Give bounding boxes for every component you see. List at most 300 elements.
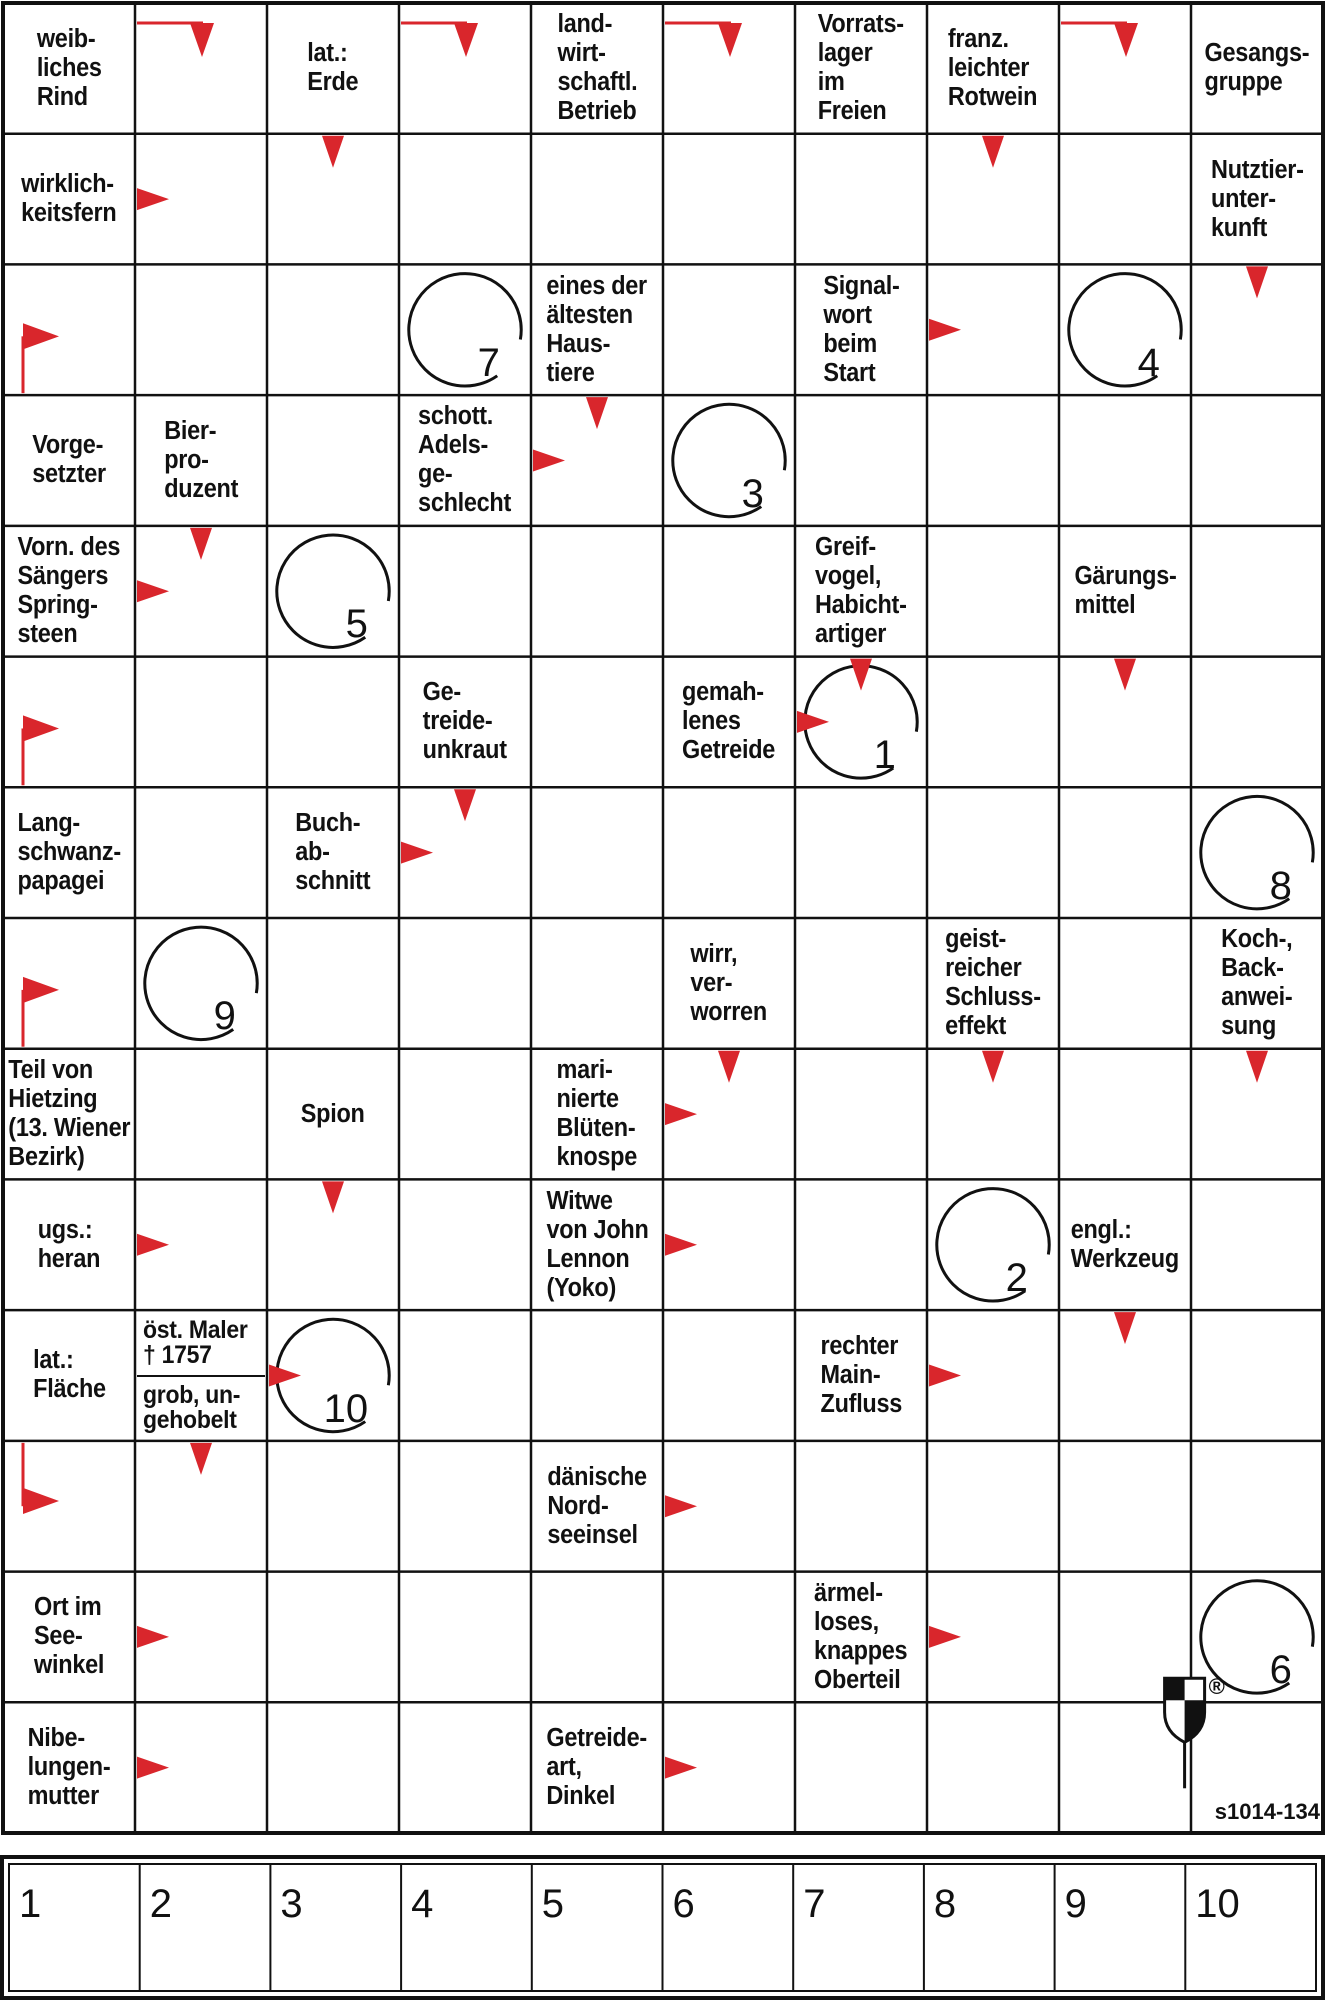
clue-cell — [5, 1574, 133, 1701]
clue-line: dänische — [547, 1462, 647, 1491]
answer-cell[interactable] — [533, 920, 661, 1047]
answer-cell[interactable] — [1061, 1704, 1189, 1831]
solution-cell[interactable] — [532, 1864, 663, 1991]
clue-line: lat.: — [32, 1346, 73, 1375]
clue-cell — [401, 397, 529, 524]
answer-cell[interactable] — [533, 659, 661, 786]
answer-cell[interactable] — [401, 920, 529, 1047]
answer-cell[interactable] — [929, 1574, 1057, 1701]
clue-line: Gesangs- — [1204, 39, 1310, 68]
clue-line: wort — [822, 300, 872, 329]
answer-cell[interactable] — [401, 1574, 529, 1701]
clue-line: Vorrats- — [817, 10, 905, 39]
clue-cell — [1193, 5, 1321, 132]
solution-cell-number: 10 — [1195, 1882, 1240, 1926]
clue-text — [683, 678, 776, 765]
answer-cell[interactable] — [269, 397, 397, 524]
solution-cell-number: 2 — [149, 1882, 172, 1926]
clue-text — [17, 809, 120, 896]
clue-text — [557, 1056, 637, 1172]
clue-cell — [797, 266, 925, 393]
clue-text — [21, 170, 116, 228]
clue-line: schwanz- — [17, 838, 121, 867]
answer-cell[interactable] — [797, 1181, 925, 1308]
clue-line: Oberteil — [814, 1665, 901, 1694]
clue-cell — [929, 920, 1057, 1047]
answer-cell[interactable] — [1193, 659, 1321, 786]
clue-cell — [5, 1312, 133, 1439]
answer-cell[interactable] — [929, 1051, 1057, 1178]
clue-cell — [797, 1312, 925, 1439]
solution-cell[interactable] — [663, 1864, 794, 1991]
registered-mark: ® — [1208, 1674, 1225, 1700]
clue-line: Schluss- — [945, 983, 1041, 1012]
clue-line: Koch-, — [1221, 925, 1293, 954]
solution-cell-number: 8 — [933, 1882, 957, 1926]
clue-line: Vorn. des — [17, 533, 121, 562]
solution-cell[interactable] — [270, 1864, 401, 1991]
clue-line: schott. — [418, 402, 494, 431]
answer-cell[interactable] — [797, 1704, 925, 1831]
clue-line: pro- — [164, 445, 209, 474]
clue-cell — [1061, 528, 1189, 655]
answer-cell[interactable] — [665, 1181, 793, 1308]
answer-cell[interactable] — [665, 5, 793, 132]
answer-cell[interactable] — [533, 528, 661, 655]
clue-line: land- — [557, 10, 612, 39]
clue-line: beim — [822, 329, 877, 358]
clue-text — [32, 431, 106, 489]
clue-line: lungen- — [27, 1753, 111, 1782]
answer-cell[interactable] — [137, 136, 265, 263]
clue-cell — [1061, 1181, 1189, 1308]
clue-text — [419, 402, 512, 518]
clue-line: mittel — [1073, 591, 1135, 620]
answer-cell[interactable] — [269, 920, 397, 1047]
solution-cell-number: 4 — [411, 1882, 434, 1926]
answer-cell[interactable] — [1061, 266, 1189, 393]
answer-cell[interactable] — [1061, 1051, 1189, 1178]
clue-line: Spring- — [17, 591, 98, 620]
answer-cell[interactable] — [5, 659, 133, 786]
clue-text — [296, 809, 371, 896]
clue-line: effekt — [945, 1012, 1007, 1041]
clue-line: im — [817, 68, 845, 97]
clue-line: Ort im — [33, 1593, 102, 1622]
clue-cell — [797, 1574, 925, 1701]
clue-line: Witwe — [545, 1186, 613, 1215]
answer-cell[interactable] — [1193, 1181, 1321, 1308]
solution-cell[interactable] — [401, 1864, 532, 1991]
solution-circle-number: 7 — [477, 340, 500, 385]
clue-line: lat.: — [307, 39, 348, 68]
clue-text — [547, 1724, 648, 1811]
answer-cell[interactable] — [929, 266, 1057, 393]
clue-line: Betrieb — [557, 97, 636, 126]
clue-text — [691, 940, 768, 1027]
answer-cell[interactable] — [269, 1704, 397, 1831]
clue-text — [1221, 925, 1292, 1041]
answer-cell[interactable] — [269, 659, 397, 786]
clue-line: Back- — [1221, 954, 1284, 983]
answer-cell[interactable] — [1193, 789, 1321, 916]
clue-line: liches — [36, 53, 102, 82]
clue-text — [423, 678, 507, 765]
clue-line: ver- — [690, 968, 733, 997]
solution-cell[interactable] — [924, 1864, 1055, 1991]
clue-text — [37, 25, 102, 112]
clue-line: treide- — [422, 707, 493, 736]
solution-cell[interactable] — [9, 1864, 140, 1991]
answer-cell[interactable] — [665, 789, 793, 916]
answer-cell[interactable] — [137, 1443, 265, 1570]
answer-cell[interactable] — [269, 136, 397, 263]
clue-cell — [269, 1051, 397, 1178]
clue-line: Teil von — [8, 1056, 93, 1085]
solution-cell-number: 1 — [19, 1882, 42, 1926]
clue-cell — [665, 920, 793, 1047]
answer-cell[interactable] — [665, 136, 793, 263]
answer-cell[interactable] — [269, 1574, 397, 1701]
clue-line: Ge- — [422, 678, 462, 707]
clue-line: (Yoko) — [545, 1273, 616, 1302]
answer-cell[interactable] — [137, 789, 265, 916]
clue-line: geist- — [945, 925, 1007, 954]
answer-cell[interactable] — [401, 1181, 529, 1308]
clue-line: Vorge- — [32, 431, 104, 460]
clue-line: lenes — [682, 707, 742, 736]
answer-cell[interactable] — [137, 1704, 265, 1831]
answer-cell[interactable] — [401, 5, 529, 132]
answer-cell[interactable] — [929, 789, 1057, 916]
clue-text — [34, 1593, 104, 1680]
solution-cell[interactable] — [1185, 1864, 1316, 1991]
answer-cell[interactable] — [401, 1312, 529, 1439]
answer-cell[interactable] — [1193, 397, 1321, 524]
solution-cell[interactable] — [793, 1864, 924, 1991]
clue-text — [1071, 1216, 1179, 1274]
puzzle-code: s1014-134 — [1214, 1799, 1320, 1824]
answer-cell[interactable] — [401, 789, 529, 916]
clue-line: wirt- — [557, 39, 606, 68]
clue-line: ugs.: — [37, 1215, 93, 1244]
clue-cell — [5, 1051, 133, 1178]
answer-cell[interactable] — [5, 920, 133, 1047]
answer-cell[interactable] — [269, 1181, 397, 1308]
answer-cell[interactable] — [269, 1443, 397, 1570]
clue-line: seeinsel — [547, 1520, 638, 1549]
clue-line: Freien — [817, 97, 887, 126]
clue-text — [820, 1332, 901, 1419]
clue-line: setzter — [32, 460, 106, 489]
answer-cell[interactable] — [533, 1312, 661, 1439]
clue-line: von John — [545, 1215, 649, 1244]
answer-cell[interactable] — [1061, 5, 1189, 132]
clue-cell — [665, 659, 793, 786]
clue-line: knospe — [556, 1143, 638, 1172]
clue-line: mutter — [27, 1782, 99, 1811]
clue-line: engl.: — [1070, 1215, 1132, 1244]
clue-line: unkraut — [422, 736, 508, 765]
answer-cell[interactable] — [401, 1051, 529, 1178]
clue-line: Main- — [820, 1360, 881, 1389]
clue-line: reicher — [945, 954, 1022, 983]
clue-cell — [269, 789, 397, 916]
clue-line: gruppe — [1204, 68, 1283, 97]
answer-cell[interactable] — [401, 528, 529, 655]
clue-line: ältesten — [546, 300, 634, 329]
answer-cell[interactable] — [401, 1704, 529, 1831]
clue-text — [945, 925, 1041, 1041]
clue-text — [1074, 562, 1176, 620]
clue-line: Nibe- — [27, 1724, 85, 1753]
clue-cell — [797, 5, 925, 132]
solution-cell-number: 7 — [803, 1882, 826, 1926]
clue-cell — [5, 789, 133, 916]
solution-cell[interactable] — [1055, 1864, 1186, 1991]
clue-line: gemah- — [682, 678, 765, 707]
clue-text — [38, 1216, 101, 1274]
solution-circle-number: 1 — [873, 733, 896, 777]
clue-line: steen — [17, 620, 78, 649]
clue-line: artiger — [815, 620, 887, 649]
answer-cell[interactable] — [1061, 397, 1189, 524]
answer-cell[interactable] — [137, 1181, 265, 1308]
answer-cell[interactable] — [5, 1443, 133, 1570]
clue-line: rechter — [820, 1331, 898, 1360]
clue-line: ärmel- — [814, 1578, 884, 1607]
clue-text — [818, 10, 904, 126]
answer-cell[interactable] — [137, 5, 265, 132]
clue-line: Start — [822, 358, 875, 387]
answer-cell[interactable] — [1061, 1574, 1189, 1701]
clue-cell — [5, 136, 133, 263]
clue-cell — [797, 528, 925, 655]
clue-line: ge- — [418, 460, 453, 489]
clue-text — [948, 25, 1037, 112]
clue-cell — [929, 5, 1057, 132]
clue-line: Adels- — [418, 431, 489, 460]
answer-cell[interactable] — [929, 1312, 1057, 1439]
clue-line: Bezirk) — [8, 1143, 85, 1172]
answer-cell[interactable] — [401, 266, 529, 393]
answer-cell[interactable] — [533, 789, 661, 916]
clue-line: öst. Maler — [143, 1316, 248, 1345]
clue-line: franz. — [948, 24, 1010, 53]
split-clue-cell — [137, 1312, 265, 1439]
clue-line: Blüten- — [556, 1114, 636, 1143]
answer-cell[interactable] — [665, 397, 793, 524]
clue-text — [815, 533, 907, 649]
clue-line: schlecht — [418, 489, 512, 518]
clue-line: loses, — [814, 1607, 880, 1636]
clue-line: Spion — [301, 1099, 365, 1128]
answer-cell[interactable] — [533, 1574, 661, 1701]
clue-line: keitsfern — [21, 199, 117, 228]
clue-line: winkel — [33, 1651, 105, 1680]
clue-line: Getreide — [682, 736, 776, 765]
solution-circle-number: 8 — [1269, 863, 1292, 908]
clue-cell — [533, 266, 661, 393]
clue-text — [547, 272, 648, 388]
clue-text — [164, 417, 238, 504]
answer-cell[interactable] — [401, 1443, 529, 1570]
solution-circle-number: 9 — [213, 994, 236, 1039]
clue-half-top — [137, 1312, 265, 1374]
clue-line: Werkzeug — [1070, 1244, 1180, 1273]
answer-cell[interactable] — [1193, 1312, 1321, 1439]
solution-cell-number: 3 — [280, 1882, 303, 1926]
clue-cell — [269, 5, 397, 132]
answer-cell[interactable] — [929, 528, 1057, 655]
clue-cell — [533, 1051, 661, 1178]
clue-line: unter- — [1210, 184, 1276, 213]
clue-cell — [1193, 920, 1321, 1047]
clue-line: Haus- — [546, 329, 611, 358]
solution-cell-number: 6 — [672, 1882, 695, 1926]
answer-cell[interactable] — [1061, 920, 1189, 1047]
answer-cell[interactable] — [1193, 1051, 1321, 1178]
answer-cell[interactable] — [665, 1312, 793, 1439]
answer-cell[interactable] — [1193, 266, 1321, 393]
clue-cell — [533, 1181, 661, 1308]
clue-line: ab- — [295, 838, 330, 867]
answer-cell[interactable] — [797, 659, 925, 786]
solution-cell[interactable] — [140, 1864, 271, 1991]
clue-line: † 1757 — [143, 1341, 212, 1370]
answer-cell[interactable] — [929, 397, 1057, 524]
answer-cell[interactable] — [929, 1704, 1057, 1831]
clue-text — [143, 1318, 248, 1368]
clue-cell — [5, 1181, 133, 1308]
clue-text — [143, 1380, 241, 1434]
clue-cell — [5, 1704, 133, 1831]
answer-cell[interactable] — [929, 1443, 1057, 1570]
clue-line: Sängers — [17, 562, 109, 591]
answer-cell[interactable] — [137, 659, 265, 786]
answer-cell[interactable] — [137, 1574, 265, 1701]
answer-cell[interactable] — [1061, 1443, 1189, 1570]
clue-half-bottom — [137, 1375, 265, 1439]
solution-circle-number: 5 — [345, 602, 368, 647]
clue-line: Hietzing — [8, 1085, 98, 1114]
clue-line: sung — [1221, 1012, 1277, 1041]
clue-line: Habicht- — [815, 591, 907, 620]
answer-cell[interactable] — [1061, 1312, 1189, 1439]
clue-line: Rotwein — [948, 82, 1038, 111]
answer-cell[interactable] — [137, 266, 265, 393]
clue-line: tiere — [546, 358, 595, 387]
answer-cell[interactable] — [929, 136, 1057, 263]
clue-text — [814, 1579, 907, 1695]
clue-cell — [5, 528, 133, 655]
clue-line: Dinkel — [546, 1782, 616, 1811]
clue-cell — [533, 1443, 661, 1570]
clue-line: kunft — [1210, 213, 1267, 242]
clue-line: heran — [37, 1244, 101, 1273]
solution-circle-number: 4 — [1137, 340, 1160, 385]
answer-cell[interactable] — [1061, 659, 1189, 786]
clue-line: knappes — [814, 1636, 908, 1665]
answer-cell[interactable] — [269, 266, 397, 393]
clue-line: Bier- — [164, 416, 217, 445]
answer-cell[interactable] — [1193, 1443, 1321, 1570]
clue-cell — [533, 1704, 661, 1831]
answer-cell[interactable] — [533, 136, 661, 263]
clue-text — [1211, 156, 1304, 243]
answer-cell[interactable] — [929, 659, 1057, 786]
clue-text — [33, 1346, 106, 1404]
clue-text — [28, 1724, 111, 1811]
clue-line: duzent — [164, 474, 238, 503]
answer-cell[interactable] — [269, 528, 397, 655]
clue-cell — [533, 5, 661, 132]
answer-cell[interactable] — [665, 1051, 793, 1178]
answer-cell[interactable] — [665, 1443, 793, 1570]
clue-text — [18, 533, 121, 649]
clue-text — [307, 39, 358, 97]
clue-line: Greif- — [815, 533, 877, 562]
answer-cell[interactable] — [797, 397, 925, 524]
answer-cell[interactable] — [1061, 136, 1189, 263]
clue-cell — [137, 397, 265, 524]
clue-text — [1205, 39, 1310, 97]
clue-line: Fläche — [32, 1375, 106, 1404]
answer-cell[interactable] — [797, 1443, 925, 1570]
solution-row — [0, 1855, 1325, 2000]
answer-cell[interactable] — [1061, 789, 1189, 916]
clue-line: worren — [690, 997, 768, 1026]
answer-cell[interactable] — [665, 1704, 793, 1831]
solution-circle-number: 3 — [741, 471, 764, 516]
answer-cell[interactable] — [665, 1574, 793, 1701]
clue-line: art, — [546, 1753, 583, 1782]
answer-cell[interactable] — [533, 397, 661, 524]
clue-line: Rind — [36, 82, 88, 111]
answer-cell[interactable] — [137, 528, 265, 655]
clue-line: Nutztier- — [1210, 155, 1304, 184]
answer-cell[interactable] — [797, 789, 925, 916]
solution-circle-number: 10 — [323, 1386, 369, 1431]
solution-cell-number: 5 — [541, 1882, 565, 1926]
clue-text — [557, 10, 637, 126]
clue-line: (13. Wiener — [8, 1114, 130, 1143]
clue-line: wirklich- — [21, 170, 115, 199]
answer-cell[interactable] — [401, 136, 529, 263]
clue-line: Nord- — [547, 1491, 609, 1520]
answer-cell[interactable] — [797, 1051, 925, 1178]
answer-cell[interactable] — [929, 1181, 1057, 1308]
answer-cell[interactable] — [137, 1051, 265, 1178]
clue-line: schnitt — [295, 867, 371, 896]
answer-cell[interactable] — [1193, 528, 1321, 655]
clue-line: papagei — [17, 867, 105, 896]
clue-line: Lennon — [545, 1244, 630, 1273]
clue-text — [301, 1100, 365, 1129]
clue-text — [8, 1056, 130, 1172]
clue-line: Erde — [307, 68, 359, 97]
clue-cell — [1193, 136, 1321, 263]
answer-cell[interactable] — [797, 136, 925, 263]
answer-cell[interactable] — [5, 266, 133, 393]
clue-line: vogel, — [815, 562, 882, 591]
answer-cell[interactable] — [665, 266, 793, 393]
clue-line: weib- — [36, 24, 96, 53]
answer-cell[interactable] — [137, 920, 265, 1047]
answer-cell[interactable] — [665, 528, 793, 655]
clue-text — [546, 1187, 648, 1303]
answer-cell[interactable] — [797, 920, 925, 1047]
